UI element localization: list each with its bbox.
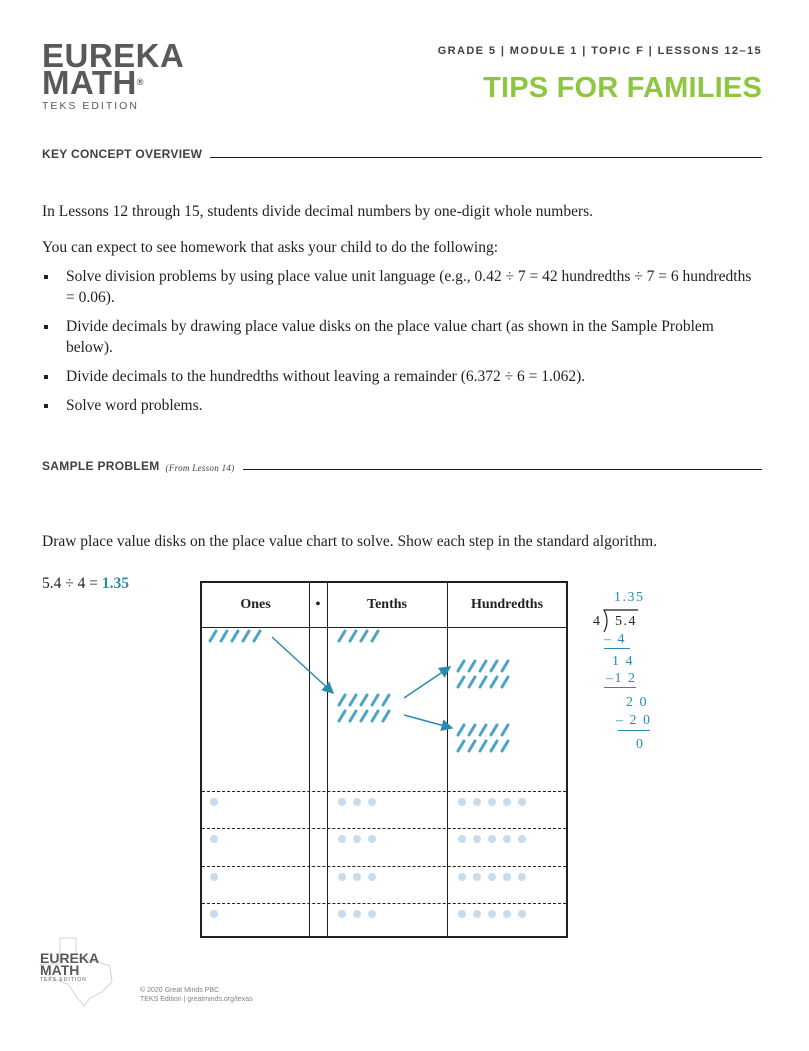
crossed-disk bbox=[480, 725, 486, 735]
arrow-tenths-to-hundredths-lower bbox=[404, 715, 452, 728]
footer-logo-line2: MATH bbox=[40, 962, 80, 978]
crossed-disk bbox=[232, 631, 238, 641]
algorithm-step: 0 bbox=[636, 737, 645, 752]
crossed-disk bbox=[480, 741, 486, 751]
place-value-chart bbox=[200, 581, 568, 938]
algorithm-step: 2 0 bbox=[626, 695, 648, 710]
crossed-disk bbox=[458, 661, 464, 671]
list-item: Divide decimals by drawing place value disks on the place value chart (as shown in the Sample Problem below). bbox=[42, 316, 762, 358]
crossed-disk bbox=[383, 711, 389, 721]
crossed-disk bbox=[339, 695, 345, 705]
place-value-disk bbox=[368, 798, 376, 806]
algorithm-step: –1 2 bbox=[606, 671, 637, 686]
place-value-disk bbox=[368, 910, 376, 918]
place-value-disk bbox=[518, 910, 526, 918]
eureka-math-logo bbox=[42, 37, 185, 112]
column-tenths: Tenths bbox=[367, 597, 407, 612]
place-value-disk bbox=[338, 835, 346, 843]
place-value-disk bbox=[488, 835, 496, 843]
place-value-disk bbox=[338, 910, 346, 918]
homework-list bbox=[42, 266, 762, 424]
crossed-disk bbox=[491, 661, 497, 671]
column-decimal-point: • bbox=[315, 597, 321, 612]
footer-logo bbox=[40, 952, 99, 983]
sample-problem-heading bbox=[42, 459, 762, 473]
place-value-disk bbox=[210, 835, 218, 843]
key-concept-label: KEY CONCEPT OVERVIEW bbox=[42, 147, 203, 161]
registered-mark: ® bbox=[136, 77, 145, 87]
column-ones: Ones bbox=[240, 597, 271, 612]
crossed-disk bbox=[361, 695, 367, 705]
standard-algorithm bbox=[590, 590, 670, 760]
place-value-disk bbox=[503, 835, 511, 843]
place-value-disk bbox=[518, 873, 526, 881]
crossed-disk bbox=[339, 711, 345, 721]
crossed-disk bbox=[350, 631, 356, 641]
algorithm-step: – 4 bbox=[604, 632, 626, 647]
footer-logo-edition: TEKS EDITION bbox=[40, 977, 87, 983]
crossed-disk bbox=[469, 677, 475, 687]
place-value-disk bbox=[210, 873, 218, 881]
crossed-disk bbox=[469, 661, 475, 671]
intro-text: In Lessons 12 through 15, students divide decimal numbers by one-digit whole numbers. bbox=[42, 203, 594, 220]
crossed-disk bbox=[480, 661, 486, 671]
algorithm-rule bbox=[604, 687, 636, 688]
crossed-disk bbox=[469, 741, 475, 751]
sample-problem-label: SAMPLE PROBLEM bbox=[42, 459, 160, 473]
place-value-disk bbox=[353, 835, 361, 843]
logo-line1: EUREKA bbox=[42, 37, 185, 74]
page-title: TIPS FOR FAMILIES bbox=[483, 72, 762, 104]
arrow-tenths-to-hundredths-upper bbox=[404, 667, 450, 698]
crossed-disk bbox=[502, 661, 508, 671]
place-value-disk bbox=[368, 873, 376, 881]
place-value-disk bbox=[458, 835, 466, 843]
crossed-disk bbox=[243, 631, 249, 641]
place-value-disk bbox=[368, 835, 376, 843]
crossed-disk bbox=[502, 677, 508, 687]
crossed-disk bbox=[372, 711, 378, 721]
crossed-disk bbox=[254, 631, 260, 641]
place-value-disk bbox=[503, 910, 511, 918]
place-value-disk bbox=[488, 910, 496, 918]
place-value-disk bbox=[458, 873, 466, 881]
crossed-disk bbox=[383, 695, 389, 705]
disk-drawing bbox=[202, 583, 566, 936]
place-value-disk bbox=[488, 873, 496, 881]
algorithm-step: 1 4 bbox=[612, 654, 634, 669]
crossed-disk bbox=[339, 631, 345, 641]
crossed-disk bbox=[221, 631, 227, 641]
place-value-disk bbox=[473, 798, 481, 806]
place-value-disk bbox=[338, 798, 346, 806]
crossed-disk bbox=[361, 711, 367, 721]
equation-answer: 1.35 bbox=[101, 575, 129, 592]
place-value-disk bbox=[458, 910, 466, 918]
crossed-disk bbox=[502, 725, 508, 735]
place-value-disk bbox=[210, 798, 218, 806]
crossed-disk bbox=[458, 725, 464, 735]
equation-text: 5.4 ÷ 4 = bbox=[42, 575, 102, 592]
list-item: Divide decimals to the hundredths without leaving a remainder (6.372 ÷ 6 = 1.062). bbox=[42, 366, 762, 387]
crossed-disk bbox=[491, 725, 497, 735]
place-value-disk bbox=[458, 798, 466, 806]
place-value-disk bbox=[473, 835, 481, 843]
column-hundredths: Hundredths bbox=[470, 597, 544, 612]
crossed-disk bbox=[350, 711, 356, 721]
place-value-disk bbox=[353, 798, 361, 806]
place-value-disk bbox=[353, 910, 361, 918]
list-item: Solve word problems. bbox=[42, 395, 762, 416]
place-value-disk bbox=[353, 873, 361, 881]
crossed-disk bbox=[458, 677, 464, 687]
sample-instruction: Draw place value disks on the place value chart to solve. Show each step in the standard algorithm. bbox=[42, 533, 658, 550]
header-meta: GRADE 5 | MODULE 1 | TOPIC F | LESSONS 12–15 bbox=[437, 45, 762, 57]
place-value-disk bbox=[503, 873, 511, 881]
crossed-disk bbox=[491, 741, 497, 751]
algorithm-quotient: 1.35 bbox=[614, 590, 645, 605]
logo-line2: MATH bbox=[42, 64, 137, 101]
list-item: Solve division problems by using place value unit language (e.g., 0.42 ÷ 7 = 42 hundredths ÷ 7 = 6 hundredths = 0.06). bbox=[42, 266, 762, 308]
place-value-disk bbox=[210, 910, 218, 918]
crossed-disk bbox=[480, 677, 486, 687]
place-value-disk bbox=[473, 910, 481, 918]
place-value-disk bbox=[518, 835, 526, 843]
crossed-disk bbox=[458, 741, 464, 751]
crossed-disk bbox=[210, 631, 216, 641]
place-value-disk bbox=[518, 798, 526, 806]
sample-equation bbox=[42, 573, 129, 594]
footer-logo-line1: EUREKA bbox=[40, 950, 100, 966]
crossed-disk bbox=[502, 741, 508, 751]
footer-text bbox=[140, 986, 253, 1004]
crossed-disk bbox=[372, 631, 378, 641]
algorithm-step: – 2 0 bbox=[616, 713, 652, 728]
place-value-disk bbox=[488, 798, 496, 806]
lead-text: You can expect to see homework that asks your child to do the following: bbox=[42, 239, 499, 256]
crossed-disk bbox=[372, 695, 378, 705]
place-value-disk bbox=[473, 873, 481, 881]
crossed-disk bbox=[491, 677, 497, 687]
arrow-ones-to-tenths bbox=[272, 637, 333, 693]
logo-edition: TEKS EDITION bbox=[42, 100, 139, 112]
key-concept-heading bbox=[42, 147, 762, 161]
crossed-disk bbox=[350, 695, 356, 705]
heading-rule bbox=[243, 469, 762, 470]
algorithm-divisor: 4 bbox=[593, 614, 602, 629]
place-value-disk bbox=[338, 873, 346, 881]
heading-rule bbox=[210, 157, 762, 158]
sample-note: (From Lesson 14) bbox=[165, 463, 235, 473]
algorithm-rule bbox=[618, 730, 650, 731]
crossed-disk bbox=[361, 631, 367, 641]
place-value-disk bbox=[503, 798, 511, 806]
algorithm-rule bbox=[604, 648, 630, 649]
crossed-disk bbox=[469, 725, 475, 735]
copyright: © 2020 Great Minds PBC bbox=[140, 987, 220, 994]
edition-link: TEKS Edition | greatminds.org/texas bbox=[140, 996, 253, 1003]
algorithm-dividend: 5.4 bbox=[615, 614, 637, 629]
